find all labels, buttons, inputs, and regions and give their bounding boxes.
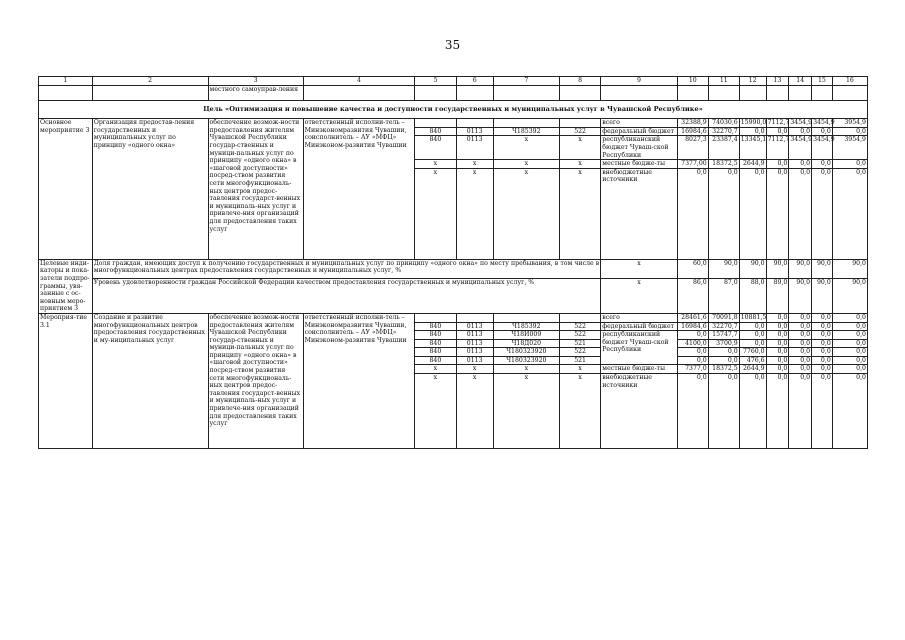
code-type: x (559, 365, 600, 374)
value-cell: 0,0 (677, 168, 708, 259)
value-cell: 0,0 (739, 168, 766, 259)
value-cell: 0,0 (812, 339, 833, 348)
value-cell: 0,0 (789, 331, 812, 340)
column-number: 11 (708, 77, 739, 86)
value-cell: 13345,1 (739, 136, 766, 160)
table-cell (766, 85, 789, 100)
table-cell (456, 313, 493, 322)
funding-source: федеральный бюджет (601, 322, 677, 331)
value-cell: 0,0 (832, 160, 867, 169)
value-cell: 0,0 (832, 348, 867, 357)
code-glavn: 840 (415, 348, 456, 357)
column-number: 2 (92, 77, 208, 86)
value-cell: 0,0 (832, 365, 867, 374)
value-cell: 0,0 (766, 339, 789, 348)
value-cell: 60,0 (677, 259, 708, 278)
code-section: x (456, 168, 493, 259)
value-cell: 7112,7 (767, 119, 790, 127)
value-cell: 90,0 (766, 259, 789, 278)
value-cell: 0,0 (739, 339, 766, 348)
funding-row (39, 119, 868, 128)
code-type: 522 (559, 348, 600, 357)
value-cell: 0,0 (812, 356, 833, 365)
value-cell: 0,0 (766, 313, 789, 322)
value-cell: 0,0 (766, 365, 789, 374)
value-cell: 74030,6 (708, 119, 739, 128)
column-number: 12 (739, 77, 766, 86)
value-cell: 87,0 (708, 278, 739, 313)
value-cell: 0,0 (812, 348, 833, 357)
code-glavn: 840 (415, 127, 456, 136)
column-number: 13 (766, 77, 789, 86)
value-cell: 18372,5 (708, 365, 739, 374)
column-number: 6 (456, 77, 493, 86)
value-cell: 0,0 (812, 331, 833, 340)
code-glavn: 840 (415, 136, 456, 160)
value-cell: 90,0 (708, 259, 739, 278)
funding-source: внебюджетные источники (601, 374, 677, 449)
value-cell: 28461,6 (677, 313, 708, 322)
value-cell: 0,0 (832, 168, 867, 259)
value-cell: 23387,4 (708, 136, 739, 160)
value-cell: 0,0 (739, 331, 766, 340)
value-cell: 0,0 (812, 313, 833, 322)
code-target: x (493, 136, 559, 160)
value-cell: 0,0 (739, 127, 766, 136)
code-target: x (493, 160, 559, 169)
measure-name: Основное мероприятие 3 (39, 119, 93, 260)
table-cell (601, 85, 677, 100)
funding-source: республиканский бюджет Чуваш-ской Республики (601, 136, 677, 160)
value-cell: 0,0 (812, 365, 833, 374)
indicator-row (39, 278, 868, 313)
value-cell: 0,0 (789, 127, 812, 136)
column-number: 15 (812, 77, 833, 86)
code-section: x (456, 365, 493, 374)
value-cell: 3454,9 (812, 136, 833, 160)
table-cell (456, 85, 493, 100)
continuation-row (39, 85, 868, 100)
value-cell: 3454,9 (790, 119, 813, 127)
value-cell: 2644,9 (739, 365, 766, 374)
value-cell: 7377,00 (677, 160, 708, 169)
code-type: 522 (559, 322, 600, 331)
column-number: 4 (303, 77, 415, 86)
code-type: 522 (559, 127, 600, 136)
funding-source: внебюджетные источники (601, 168, 677, 259)
value-cell: 0,0 (789, 339, 812, 348)
value-cell: 32270,7 (708, 127, 739, 136)
value-cell: 3454,9 (789, 136, 812, 160)
value-cell: 0,0 (766, 127, 789, 136)
value-cell: 10881,5 (740, 313, 767, 321)
value-cell: 86,0 (677, 278, 708, 313)
value-cell: 32270,7 (708, 322, 739, 331)
code-section: 0113 (456, 322, 493, 331)
value-cell: 0,0 (766, 348, 789, 357)
value-cell: 90,0 (812, 278, 833, 313)
code-section: 0113 (456, 127, 493, 136)
code-section: 0113 (456, 348, 493, 357)
measure-name: Мероприя-тие 3.1 (39, 313, 93, 448)
value-cell: 90,0 (739, 259, 766, 278)
value-cell: 89,0 (766, 278, 789, 313)
table-cell (739, 85, 766, 100)
column-number: 5 (415, 77, 456, 86)
code-glavn: 840 (415, 331, 456, 340)
code-target: x (493, 168, 559, 259)
value-cell: 3454,9 (813, 119, 835, 127)
code-type (559, 119, 600, 128)
value-cell: 7377,0 (677, 365, 708, 374)
code-target (493, 119, 559, 128)
value-cell: 0,0 (708, 348, 739, 357)
value-cell: 0,0 (708, 168, 739, 259)
column-number: 3 (208, 77, 303, 86)
code-glavn: x (415, 168, 456, 259)
table-cell (92, 85, 208, 100)
code-section: x (456, 374, 493, 449)
indicator-x: x (601, 278, 677, 313)
value-cell: 15990,0 (740, 119, 767, 127)
value-cell: 0,0 (812, 127, 833, 136)
value-cell: 90,0 (832, 278, 867, 313)
funding-source: федеральный бюджет (601, 127, 677, 136)
code-target: x (493, 365, 559, 374)
value-cell: 0,0 (832, 322, 867, 331)
value-cell: 90,0 (832, 259, 867, 278)
table-cell (415, 85, 456, 100)
measure-executor: ответственный исполни-тель – Минэкономразвития Чувашии, соисполнитель – АУ «МФЦ» Минэконом-развития Чувашии (303, 313, 415, 448)
value-cell: 0,0 (812, 168, 833, 259)
value-cell: 7112,7 (766, 136, 789, 160)
program-table (38, 76, 868, 449)
value-cell: 0,0 (677, 356, 708, 365)
table-cell (708, 85, 739, 100)
measure-purpose: обеспечение возмож-ности предоставления жителям Чувашской Республики государ-ственных и муници-пальных услуг по принципу «одного окна» в «шаговой доступности» посред-ством развития сети многофункциональ-ных центров предос-тавления государст-венных и муниципаль-ных услуг и привлече-ния организаций для предоставления таких услуг (208, 313, 303, 448)
value-cell: 0,0 (789, 168, 812, 259)
value-cell: 476,6 (739, 356, 766, 365)
measure-title: Организация предостав-ления государственных и муниципальных услуг по принципу «одного окна» (92, 119, 208, 260)
table-cell (415, 313, 456, 322)
measure-purpose: обеспечение возмож-ности предоставления жителям Чувашской Республики государ-ственных и муници-пальных услуг по принципу «одного окна» в «шаговой доступности» посред-ством развития сети многофункциональ-ных центров предос-тавления государст-венных и муниципаль-ных услуг и привлече-ния организаций для предоставления таких услуг (208, 119, 303, 260)
value-cell: 70091,8 (708, 313, 739, 322)
value-cell: 90,0 (789, 278, 812, 313)
value-cell: 0,0 (708, 356, 739, 365)
column-number: 10 (677, 77, 708, 86)
code-glavn: x (415, 160, 456, 169)
code-glavn: 840 (415, 356, 456, 365)
value-cell: 0,0 (789, 374, 812, 449)
table-cell (812, 85, 833, 100)
value-cell: 88,0 (739, 278, 766, 313)
value-cell: 0,0 (832, 127, 867, 136)
table-cell (559, 313, 600, 322)
column-number: 1 (39, 77, 93, 86)
code-section: 0113 (456, 136, 493, 160)
column-number: 8 (559, 77, 600, 86)
code-type: x (559, 168, 600, 259)
value-cell: 0,0 (766, 322, 789, 331)
value-cell: 7760,0 (739, 348, 766, 357)
value-cell: 0,0 (789, 313, 812, 322)
measure-executor: ответственный исполни-тель – Минэкономразвития Чувашии, соисполнитель – АУ «МФЦ» Минэконом-развития Чувашии (303, 119, 415, 260)
table-cell (493, 313, 559, 322)
code-section: x (456, 160, 493, 169)
code-target: Ч180323920 (493, 356, 559, 365)
value-cell: 15747,7 (708, 331, 739, 340)
value-cell: 0,0 (832, 331, 867, 340)
value-cell: 0,0 (708, 374, 739, 449)
code-target: Ч185392 (493, 322, 559, 331)
value-cell: 18372,5 (708, 160, 739, 169)
funding-source: местные бюдже-ты (601, 160, 677, 169)
column-number: 7 (493, 77, 559, 86)
code-type: 521 (559, 339, 600, 348)
code-target: Ч18И009 (493, 331, 559, 340)
code-type: 522 (559, 331, 600, 340)
value-cell: 3954,9 (832, 136, 867, 160)
value-cell: 0,0 (832, 313, 867, 322)
value-cell: 0,0 (789, 160, 812, 169)
code-section: 0113 (456, 331, 493, 340)
value-cell: 0,0 (812, 160, 833, 169)
value-cell: 2644,9 (739, 160, 766, 169)
code-section: 0113 (456, 339, 493, 348)
value-cell: 16984,6 (677, 322, 708, 331)
value-cell: 3700,9 (708, 339, 739, 348)
table-cell (303, 85, 415, 100)
code-glavn: x (415, 365, 456, 374)
funding-source: всего (601, 119, 677, 128)
measure-title: Создание и развитие многофункциональных центров предоставления государственных и му-ниципальных услуг (92, 313, 208, 448)
column-number: 14 (789, 77, 812, 86)
value-cell: 0,0 (677, 374, 708, 449)
value-cell: 0,0 (766, 356, 789, 365)
code-glavn: x (415, 374, 456, 449)
value-cell: 0,0 (789, 348, 812, 357)
value-cell: 0,0 (766, 374, 789, 449)
column-number: 9 (601, 77, 677, 86)
value-cell: 8027,3 (677, 136, 708, 160)
funding-row (39, 313, 868, 322)
value-cell: 0,0 (789, 365, 812, 374)
value-cell: 90,0 (789, 259, 812, 278)
value-cell: 0,0 (812, 374, 833, 449)
code-glavn: 840 (415, 339, 456, 348)
indicator-text: Уровень удовлетворенности граждан Российской Федерации качеством предоставления государственных и муниципальных услуг, % (92, 278, 601, 313)
value-cell: 0,0 (677, 348, 708, 357)
indicators-label: Целевые инди-каторы и пока-затели подпро-граммы, увя-занные с ос-новным меро-приятием 3 (39, 259, 93, 313)
indicator-x: x (601, 259, 677, 278)
value-cell: 0,0 (677, 331, 708, 340)
value-cell: 0,0 (766, 331, 789, 340)
goal-heading: Цель «Оптимизация и повышение качества и доступности государственных и муниципальных услуг в Чувашской Республике» (39, 100, 868, 119)
value-cell: 4100,0 (677, 339, 708, 348)
value-cell: 16984,6 (677, 127, 708, 136)
code-type: x (559, 374, 600, 449)
funding-source: всего (601, 313, 677, 322)
value-cell: 0,0 (739, 322, 766, 331)
value-cell: 0,0 (832, 356, 867, 365)
column-number: 16 (832, 77, 867, 86)
code-glavn: 840 (415, 322, 456, 331)
goal-row (39, 100, 868, 119)
value-cell: 0,0 (766, 160, 789, 169)
code-type: 521 (559, 356, 600, 365)
indicator-row (39, 259, 868, 278)
code-target: Ч18Д020 (493, 339, 559, 348)
table-cell (39, 85, 93, 100)
table-cell (832, 85, 867, 100)
code-type: x (559, 160, 600, 169)
column-number-row (39, 77, 868, 86)
code-target: Ч180323920 (493, 348, 559, 357)
code-target: x (493, 374, 559, 449)
value-cell: 0,0 (766, 168, 789, 259)
page-number: 35 (444, 38, 461, 52)
code-target: Ч185392 (493, 127, 559, 136)
value-cell: 0,0 (789, 322, 812, 331)
value-cell: 0,0 (739, 374, 766, 449)
value-cell: 0,0 (832, 339, 867, 348)
value-cell: 32388,9 (677, 119, 708, 128)
value-cell: 0,0 (789, 356, 812, 365)
code-glavn (415, 119, 456, 128)
purpose-cont: местного самоуправ-ления (208, 85, 303, 100)
value-cell: 3954,9 (832, 119, 867, 128)
value-cell: 0,0 (832, 374, 867, 449)
funding-source: местные бюдже-ты (601, 365, 677, 374)
table-cell (677, 85, 708, 100)
code-section (456, 119, 493, 128)
value-cell: 90,0 (812, 259, 833, 278)
table-cell (493, 85, 559, 100)
table-cell (559, 85, 600, 100)
indicator-text: Доля граждан, имеющих доступ к получению государственных и муниципальных услуг по принципу «одного окна» по месту пребывания, в том числе в многофункциональных центрах предоставления государственных и муниципальных услуг, % (92, 259, 601, 278)
value-cell: 0,0 (812, 322, 833, 331)
code-type: x (559, 136, 600, 160)
code-section: 0113 (456, 356, 493, 365)
funding-source: республиканский бюджет Чуваш-ской Республики (601, 331, 677, 365)
table-cell (789, 85, 812, 100)
